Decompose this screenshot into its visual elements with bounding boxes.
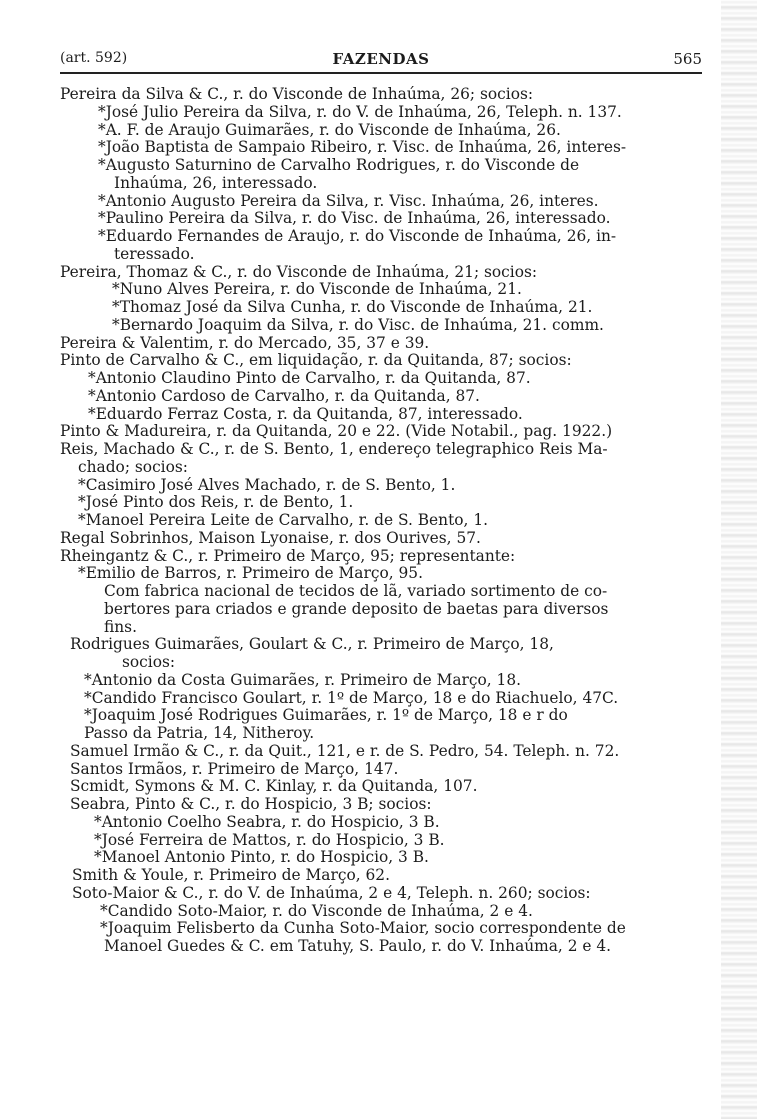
directory-line: *Paulino Pereira da Silva, r. do Visc. de Inhaúma, 26, interessado.	[98, 209, 611, 228]
directory-line: *José Pinto dos Reis, r. de Bento, 1.	[78, 493, 354, 512]
directory-line: *José Ferreira de Mattos, r. do Hospicio, 3 B.	[94, 830, 445, 849]
directory-line: Regal Sobrinhos, Maison Lyonaise, r. dos Ourives, 57.	[60, 528, 481, 547]
directory-line: *Joaquim Felisberto da Cunha Soto-Maior, socio correspondente de	[100, 919, 626, 938]
directory-line: *Antonio Cardoso de Carvalho, r. da Quitanda, 87.	[88, 386, 480, 405]
directory-line: *Antonio da Costa Guimarães, r. Primeiro de Março, 18.	[84, 670, 522, 689]
directory-line: *José Julio Pereira da Silva, r. do V. de Inhaúma, 26, Teleph. n. 137.	[98, 102, 622, 121]
directory-line: *Nuno Alves Pereira, r. do Visconde de Inhaúma, 21.	[112, 280, 522, 299]
directory-line: Pereira da Silva & C., r. do Visconde de Inhaúma, 26; socios:	[60, 85, 534, 103]
directory-line: *Joaquim José Rodrigues Guimarães, r. 1º de Março, 18 e r do	[84, 706, 568, 725]
header-article-ref: (art. 592)	[60, 50, 128, 66]
directory-line: *Eduardo Ferraz Costa, r. da Quitanda, 87, interessado.	[88, 404, 523, 423]
directory-line: *Bernardo Joaquim da Silva, r. do Visc. de Inhaúma, 21. comm.	[112, 315, 604, 334]
directory-line: Passo da Patria, 14, Nitheroy.	[84, 724, 315, 742]
directory-line: Rodrigues Guimarães, Goulart & C., r. Primeiro de Março, 18,	[70, 635, 554, 654]
directory-line: *Antonio Claudino Pinto de Carvalho, r. da Quitanda, 87.	[88, 369, 531, 387]
directory-line: *Manoel Pereira Leite de Carvalho, r. de S. Bento, 1.	[78, 511, 488, 529]
directory-line: Pereira, Thomaz & C., r. do Visconde de Inhaúma, 21; socios:	[60, 262, 538, 281]
directory-line: bertores para criados e grande deposito de baetas para diversos	[104, 599, 609, 618]
directory-line: *A. F. de Araujo Guimarães, r. do Visconde de Inhaúma, 26.	[98, 120, 561, 139]
directory-line: *Eduardo Fernandes de Araujo, r. do Visconde de Inhaúma, 26, in-	[98, 227, 617, 245]
header-section-title: FAZENDAS	[332, 50, 430, 68]
directory-line: *Manoel Antonio Pinto, r. do Hospicio, 3 B.	[94, 848, 429, 867]
directory-line: Soto-Maior & C., r. do V. de Inhaúma, 2 e 4, Teleph. n. 260; socios:	[72, 883, 591, 902]
directory-line: *Candido Soto-Maior, r. do Visconde de Inhaúma, 2 e 4.	[100, 901, 533, 920]
directory-line: Seabra, Pinto & C., r. do Hospicio, 3 B; socios:	[70, 795, 432, 813]
header-page-number: 565	[673, 50, 702, 68]
directory-line: Santos Irmãos, r. Primeiro de Março, 147.	[70, 759, 399, 778]
page-header	[60, 50, 702, 74]
directory-line: *Thomaz José da Silva Cunha, r. do Visconde de Inhaúma, 21.	[112, 298, 593, 316]
directory-line: Smith & Youle, r. Primeiro de Março, 62.	[72, 866, 390, 884]
directory-line: *Casimiro José Alves Machado, r. de S. Bento, 1.	[78, 475, 456, 494]
directory-line: fins.	[104, 617, 137, 636]
directory-line: *Augusto Saturnino de Carvalho Rodrigues, r. do Visconde de	[98, 156, 580, 174]
directory-line: *Candido Francisco Goulart, r. 1º de Março, 18 e do Riachuelo, 47C.	[84, 688, 619, 707]
directory-line: Reis, Machado & C., r. de S. Bento, 1, endereço telegraphico Reis Ma-	[60, 440, 608, 458]
directory-line: *Emilio de Barros, r. Primeiro de Março, 95.	[78, 564, 423, 583]
directory-line: Pinto & Madureira, r. da Quitanda, 20 e 22. (Vide Notabil., pag. 1922.)	[60, 422, 613, 441]
directory-line: Samuel Irmão & C., r. da Quit., 121, e r. de S. Pedro, 54. Teleph. n. 72.	[70, 741, 620, 760]
directory-line: Pereira & Valentim, r. do Mercado, 35, 37 e 39.	[60, 333, 430, 352]
directory-line: Inhaúma, 26, interessado.	[114, 173, 318, 192]
page-binding-edge	[721, 0, 757, 1119]
directory-line: Com fabrica nacional de tecidos de lã, variado sortimento de co-	[104, 582, 608, 600]
directory-line: Scmidt, Symons & M. C. Kinlay, r. da Quitanda, 107.	[70, 777, 478, 796]
directory-line: Rheingantz & C., r. Primeiro de Março, 95; representante:	[60, 546, 516, 565]
directory-line: Pinto de Carvalho & C., em liquidação, r. da Quitanda, 87; socios:	[60, 351, 572, 370]
directory-line: chado; socios:	[78, 457, 188, 476]
directory-line: *João Baptista de Sampaio Ribeiro, r. Visc. de Inhaúma, 26, interes-	[98, 138, 627, 157]
directory-line: teressado.	[114, 244, 195, 263]
directory-line: *Antonio Coelho Seabra, r. do Hospicio, 3 B.	[94, 812, 440, 831]
directory-line: socios:	[122, 653, 176, 671]
directory-line: *Antonio Augusto Pereira da Silva, r. Visc. Inhaúma, 26, interes.	[98, 191, 599, 210]
directory-entries	[60, 86, 705, 956]
directory-line: Manoel Guedes & C. em Tatuhy, S. Paulo, r. do V. Inhaúma, 2 e 4.	[104, 937, 612, 955]
